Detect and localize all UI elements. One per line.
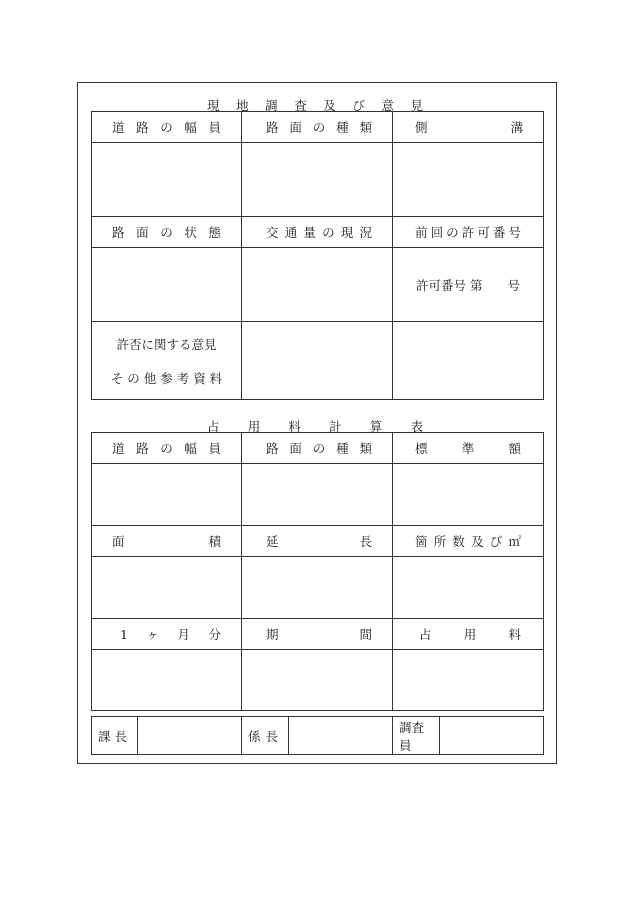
survey-table <box>91 111 544 400</box>
label-char: 類 <box>359 441 372 456</box>
label-char: 長 <box>265 728 278 744</box>
label-char: 量 <box>303 225 316 240</box>
label-char: の <box>446 225 459 240</box>
fee-header-per-month <box>92 619 242 650</box>
header-traffic-status <box>242 217 393 248</box>
label-char: 況 <box>359 225 372 240</box>
label-char: 数 <box>452 534 465 549</box>
section-chief-stamp[interactable] <box>138 717 242 755</box>
label-char: 用 <box>463 627 477 642</box>
label-char: 額 <box>508 441 521 456</box>
value-road-width[interactable] <box>92 143 242 217</box>
label-char: 溝 <box>510 120 523 135</box>
label-char: 面 <box>112 534 125 549</box>
section1-title-char: 及 <box>323 98 336 113</box>
investigator-label: 調査員 <box>393 717 440 755</box>
value-surface-type[interactable] <box>242 143 393 217</box>
label-char: ヶ <box>146 627 159 642</box>
header-road-width <box>92 112 242 143</box>
opinion-label-cell <box>92 322 242 400</box>
label-char: 準 <box>461 441 475 456</box>
fee-value-row-3 <box>92 650 544 711</box>
reference-label: そ の 他 参 考 資 料 <box>110 370 223 386</box>
investigator-stamp[interactable] <box>440 717 544 755</box>
survey-header-row-2 <box>92 217 544 248</box>
label-char: 員 <box>208 441 221 456</box>
section2-title-char: 用 <box>247 419 261 434</box>
fee-header-standard-amount <box>393 433 544 464</box>
label-char: 路 <box>266 441 279 456</box>
value-opinion[interactable] <box>242 322 393 400</box>
section-chief-label <box>92 717 138 755</box>
section1-title-char: 意 <box>381 98 394 113</box>
section2-title-char: 料 <box>288 419 301 434</box>
label-char: の <box>160 120 173 135</box>
label-char: 幅 <box>184 120 197 135</box>
section1-title-char: 調 <box>265 98 278 113</box>
header-surface-type <box>242 112 393 143</box>
fee-value-area[interactable] <box>92 557 242 619</box>
label-char: 標 <box>415 441 428 456</box>
label-char: 回 <box>430 225 444 240</box>
label-char: 1 <box>120 626 128 642</box>
label-char: 箇 <box>415 534 428 549</box>
label-char: の <box>312 441 326 456</box>
label-char: 所 <box>433 534 447 549</box>
subsection-chief-label <box>242 717 289 755</box>
header-surface-condition <box>92 217 242 248</box>
label-char: 期 <box>266 627 279 642</box>
label-char: 番 <box>492 225 506 240</box>
fee-header-period <box>242 619 393 650</box>
label-char: 交 <box>266 225 279 240</box>
label-char: 面 <box>289 441 302 456</box>
fee-value-row-2 <box>92 557 544 619</box>
fee-value-per-month[interactable] <box>92 650 242 711</box>
survey-value-row-2 <box>92 248 544 322</box>
label-char: 幅 <box>184 441 197 456</box>
label-char: 前 <box>415 225 428 240</box>
label-char: 路 <box>136 120 149 135</box>
label-char: 月 <box>177 627 190 642</box>
section2-title-char: 算 <box>369 419 383 434</box>
value-reference[interactable] <box>393 322 544 400</box>
section1-title-char: 現 <box>207 98 220 113</box>
value-traffic-status[interactable] <box>242 248 393 322</box>
label-char: ㎡ <box>508 534 521 549</box>
fee-header-count-area <box>393 526 544 557</box>
label-char: 課 <box>98 728 111 744</box>
fee-header-surface-type <box>242 433 393 464</box>
fee-value-standard-amount[interactable] <box>393 464 544 526</box>
label-char: 路 <box>266 120 279 135</box>
section2-title-char: 表 <box>410 419 423 434</box>
section1-title-char: 見 <box>410 98 423 113</box>
label-char: 分 <box>208 627 221 642</box>
label-char: 係 <box>248 728 261 744</box>
fee-value-period[interactable] <box>242 650 393 711</box>
label-char: 道 <box>112 441 125 456</box>
fee-header-row-3 <box>92 619 544 650</box>
fee-value-count-area[interactable] <box>393 557 544 619</box>
fee-header-row-2 <box>92 526 544 557</box>
label-char: 路 <box>112 225 125 240</box>
value-previous-permit[interactable] <box>393 248 544 322</box>
label-char: 可 <box>477 225 490 240</box>
label-char: 間 <box>359 627 372 642</box>
label-char: 号 <box>508 225 521 240</box>
label-char: 占 <box>419 627 432 642</box>
label-char: の <box>160 441 173 456</box>
label-char: 種 <box>336 441 349 456</box>
label-char: 許 <box>461 225 475 240</box>
section1-title-char: び <box>352 98 365 113</box>
label-char: 面 <box>136 225 149 240</box>
label-char: び <box>489 534 503 549</box>
label-char: 長 <box>359 534 372 549</box>
label-char: 状 <box>184 225 197 240</box>
fee-value-occupancy-fee[interactable] <box>393 650 544 711</box>
fee-header-occupancy-fee <box>393 619 544 650</box>
section2-title-char: 計 <box>329 419 342 434</box>
fee-value-length[interactable] <box>242 557 393 619</box>
label-char: 道 <box>112 120 125 135</box>
section2-title-char: 占 <box>207 419 220 434</box>
label-char: 側 <box>415 120 428 135</box>
label-char: 員 <box>208 120 221 135</box>
fee-table <box>91 432 544 711</box>
survey-value-row-1 <box>92 143 544 217</box>
label-char: 現 <box>340 225 354 240</box>
label-char: 類 <box>359 120 372 135</box>
fee-header-road-width <box>92 433 242 464</box>
label-char: 長 <box>114 728 127 744</box>
header-previous-permit <box>393 217 544 248</box>
label-char: 種 <box>336 120 349 135</box>
label-char: の <box>312 120 326 135</box>
label-char: 及 <box>471 534 484 549</box>
label-char: 面 <box>289 120 302 135</box>
fee-header-area <box>92 526 242 557</box>
fee-header-length <box>242 526 393 557</box>
value-surface-condition[interactable] <box>92 248 242 322</box>
permit-number-text: 許可番号 第 号 <box>416 277 520 293</box>
label-char: 延 <box>266 534 279 549</box>
section1-title-char: 査 <box>294 98 307 113</box>
label-char: の <box>322 225 335 240</box>
label-char: 路 <box>136 441 149 456</box>
survey-opinion-row <box>92 322 544 400</box>
header-gutter <box>393 112 544 143</box>
survey-header-row-1 <box>92 112 544 143</box>
signature-row <box>91 716 544 755</box>
label-char: 積 <box>208 534 221 549</box>
label-char: の <box>160 225 173 240</box>
label-char: 態 <box>208 225 221 240</box>
label-char: 通 <box>284 225 298 240</box>
opinion-label: 許否に関する意見 <box>116 336 217 352</box>
section1-title-char: 地 <box>236 98 249 113</box>
value-gutter[interactable] <box>393 143 544 217</box>
label-char: 料 <box>508 627 521 642</box>
fee-value-surface-type[interactable] <box>242 464 393 526</box>
fee-header-row-1 <box>92 433 544 464</box>
fee-value-road-width[interactable] <box>92 464 242 526</box>
subsection-chief-stamp[interactable] <box>289 717 393 755</box>
fee-value-row-1 <box>92 464 544 526</box>
